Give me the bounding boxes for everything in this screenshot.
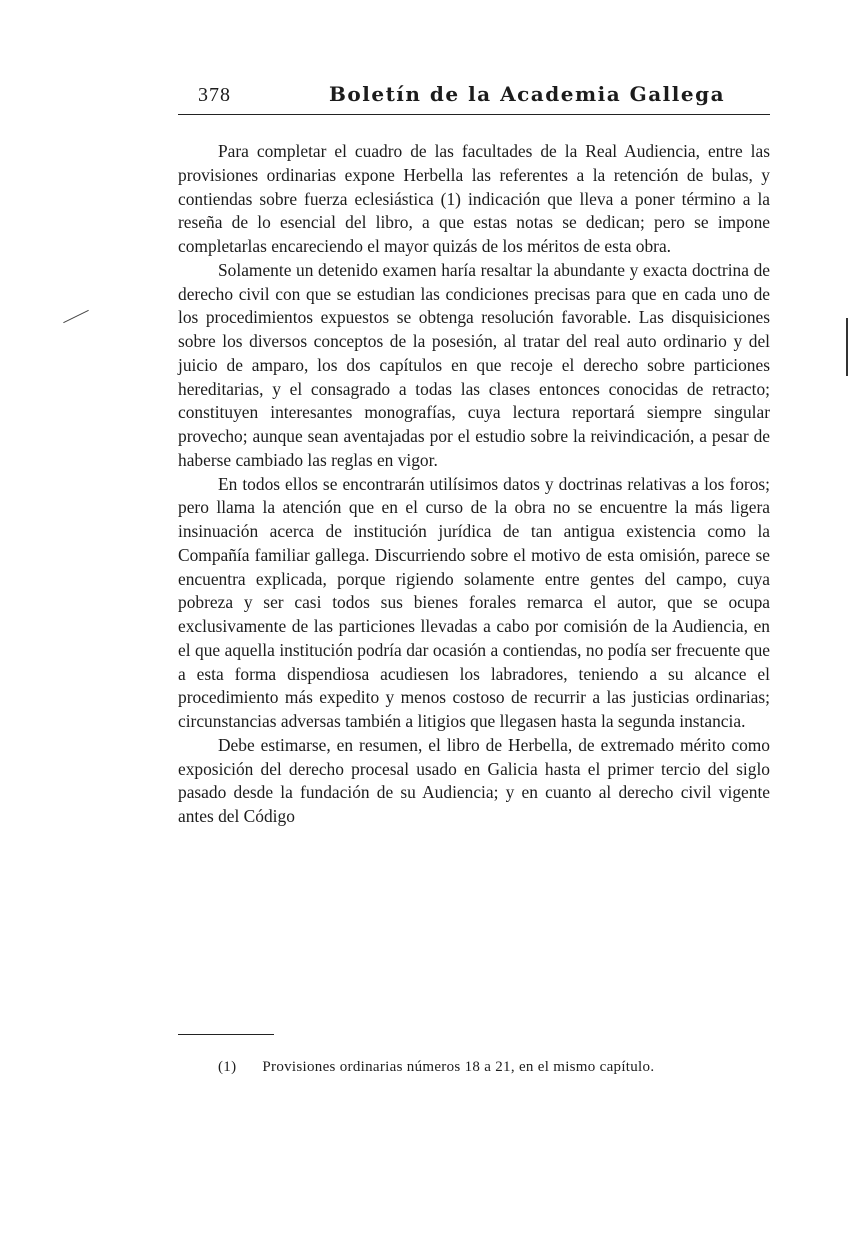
paragraph: Para completar el cuadro de las facultades de la Real Audiencia, entre las provisiones ordinarias expone Herbella las referentes a la retención de bulas, y contiendas sobre fuerza eclesiástica (1) indicación que lleva a poner término a la reseña de lo esencial del libro, a que estas notas se dedican; pero se impone completarlas encareciendo el mayor quizás de los méritos de esta obra. xyxy=(178,141,770,256)
footnote-marker: (1) xyxy=(218,1059,237,1075)
footnote-text: Provisiones ordinarias números 18 a 21, en el mismo capítulo. xyxy=(262,1059,655,1075)
margin-pencil-mark xyxy=(63,310,89,323)
body-text xyxy=(178,140,770,829)
page-number: 378 xyxy=(198,84,231,106)
paragraph: Debe estimarse, en resumen, el libro de Herbella, de extremado mérito como exposición del derecho procesal usado en Galicia hasta el primer tercio del siglo pasado desde la fundación de su Audiencia; y en cuanto al derecho civil vigente antes del Código xyxy=(178,734,770,826)
running-title: Boletín de la Academia Gallega xyxy=(329,82,726,106)
paragraph: En todos ellos se encontrarán utilísimos datos y doctrinas relativas a los foros; pero llama la atención que en el curso de la obra no se encuentre la más ligera insinuación acerca de institución jurídica de tan antigua existencia como la Compañía familiar gallega. Discurriendo sobre el motivo de esta omisión, parece se encuentra explicada, porque rigiendo solamente entre gentes del campo, cuya pobreza y ser casi todos sus bienes forales remarca el autor, que se ocupa exclusivamente de las particiones llevadas a cabo por comisión de la Audiencia, en el que aquella institución podría dar ocasión a contiendas, no podía ser frecuente que a esta forma dispendiosa acudiesen los labradores, teniendo a su alcance el procedimiento más expedito y menos costoso de recurrir a las justicias ordinarias; circunstancias adversas también a litigios que llegasen hasta la segunda instancia. xyxy=(178,473,770,731)
margin-scan-mark xyxy=(846,318,848,376)
footnote xyxy=(178,1057,770,1078)
footnote-divider xyxy=(178,1034,274,1035)
page-header xyxy=(178,80,770,115)
paragraph: Solamente un detenido examen haría resaltar la abundante y exacta doctrina de derecho civil con que se estudian las condiciones precisas para que en cada uno de los procedimientos expuestos se obtenga resolución favorable. Las disquisiciones sobre los diversos conceptos de la posesión, al tratar del real auto ordinario y del juicio de amparo, los dos capítulos en que recoje el derecho sobre particiones hereditarias, y el consagrado a todas las clases entonces conocidas de retracto; constituyen interesantes monografías, cuya lectura reportará siempre singular provecho; aunque sean aventajadas por el estudio sobre la reivindicación, a pesar de haberse cambiado las reglas en vigor. xyxy=(178,259,770,470)
